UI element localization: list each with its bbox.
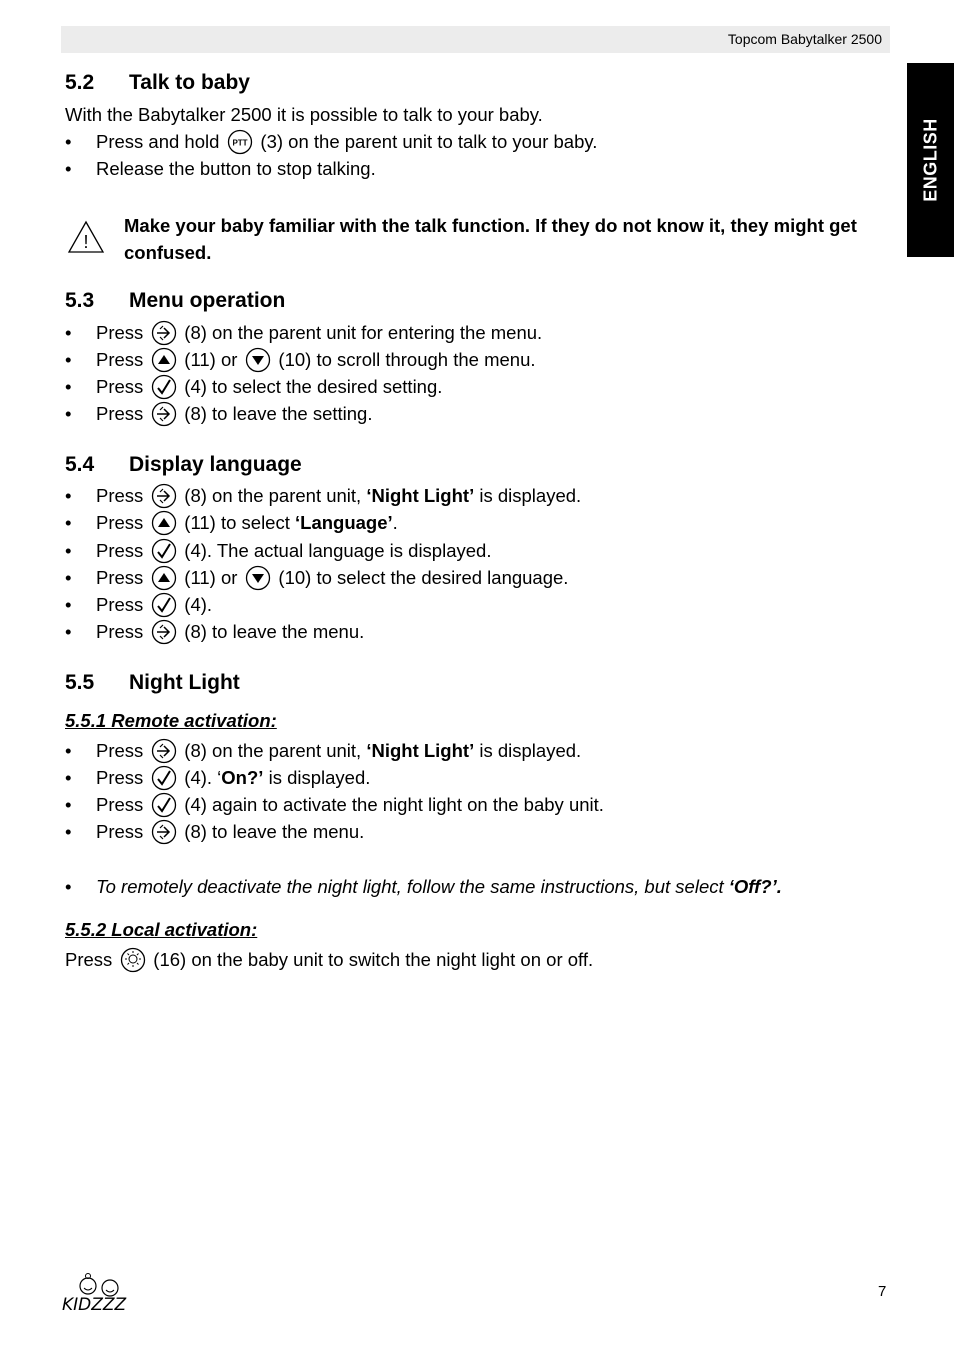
- section-title: Night Light: [129, 671, 240, 694]
- section-number: 5.4: [65, 453, 95, 476]
- item-text: Press: [96, 512, 144, 533]
- bullet: •: [65, 485, 72, 506]
- ok-button-icon: [151, 592, 177, 618]
- svg-text:PTT: PTT: [232, 138, 248, 148]
- item-text: Press: [96, 349, 144, 370]
- bullet: •: [65, 794, 72, 815]
- item-text: Press: [96, 821, 144, 842]
- list-item: [96, 510, 398, 536]
- item-text: is displayed.: [268, 767, 371, 788]
- section-number: 5.2: [65, 71, 95, 94]
- ok-button-icon: [151, 374, 177, 400]
- bullet: •: [65, 540, 72, 561]
- document-title: Topcom Babytalker 2500: [727, 31, 882, 47]
- item-text: Press: [96, 485, 144, 506]
- bullet: •: [65, 376, 72, 397]
- item-emphasis: ‘Night Light’: [366, 740, 475, 761]
- item-text: Press: [96, 621, 144, 642]
- ptt-button-icon: [227, 129, 253, 155]
- intro-text: With the Babytalker 2500 it is possible to talk to your baby.: [65, 104, 543, 125]
- item-text: (11) to select: [184, 512, 290, 533]
- item-text: Press and hold: [96, 131, 220, 152]
- menu-button-icon: [151, 819, 177, 845]
- item-text: Press: [65, 949, 113, 970]
- list-item: [96, 483, 581, 509]
- list-item: [96, 819, 364, 845]
- menu-button-icon: [151, 738, 177, 764]
- bullet: •: [65, 594, 72, 615]
- item-text: (8) to leave the menu.: [184, 621, 365, 642]
- night-light-button-icon: [120, 947, 146, 973]
- item-text: Press: [96, 567, 144, 588]
- item-text: (16) on the baby unit to switch the night light on or off.: [153, 949, 594, 970]
- bullet: •: [65, 349, 72, 370]
- item-emphasis: ‘Night Light’: [366, 485, 475, 506]
- menu-button-icon: [151, 619, 177, 645]
- svg-text:KIDZZZ: KIDZZZ: [62, 1295, 127, 1314]
- item-text: Press: [96, 767, 144, 788]
- bullet: •: [65, 131, 72, 152]
- subsection-heading: 5.5.1 Remote activation:: [65, 710, 277, 731]
- item-text: (4) to select the desired setting.: [184, 376, 443, 397]
- item-text: (4). The actual language is displayed.: [184, 540, 492, 561]
- menu-button-icon: [151, 401, 177, 427]
- down-arrow-button-icon: [245, 565, 271, 591]
- item-text: Press: [96, 540, 144, 561]
- ok-button-icon: [151, 792, 177, 818]
- language-tab: [907, 63, 954, 257]
- list-item: [96, 347, 536, 373]
- bullet: •: [65, 322, 72, 343]
- list-item: [96, 765, 370, 791]
- item-text: Press: [96, 740, 144, 761]
- item-text: Press: [96, 594, 144, 615]
- list-item: Release the button to stop talking.: [96, 158, 376, 179]
- bullet: •: [65, 821, 72, 842]
- ok-button-icon: [151, 765, 177, 791]
- item-text: (4).: [184, 594, 213, 615]
- up-arrow-button-icon: [151, 347, 177, 373]
- warning-icon: [67, 220, 105, 259]
- list-item: [96, 738, 581, 764]
- item-text: (8) on the parent unit for entering the menu.: [184, 322, 543, 343]
- section-title: Talk to baby: [129, 71, 250, 94]
- item-text: (8) on the parent unit,: [184, 740, 362, 761]
- item-text: (3) on the parent unit to talk to your baby.: [260, 131, 598, 152]
- section-title: Menu operation: [129, 289, 286, 312]
- bullet: •: [65, 740, 72, 761]
- section-title: Display language: [129, 453, 302, 476]
- up-arrow-button-icon: [151, 510, 177, 536]
- bullet: •: [65, 567, 72, 588]
- item-text: is displayed.: [479, 740, 582, 761]
- item-text: (8) on the parent unit,: [184, 485, 362, 506]
- item-text: (4) again to activate the night light on the baby unit.: [184, 794, 604, 815]
- list-item: [96, 592, 212, 618]
- list-item: [96, 565, 568, 591]
- list-item: [96, 401, 373, 427]
- item-text: (4). ‘: [184, 767, 222, 788]
- kidzzz-logo: [60, 1272, 132, 1319]
- item-text: .: [392, 512, 398, 533]
- item-emphasis: ‘Language’: [295, 512, 393, 533]
- up-arrow-button-icon: [151, 565, 177, 591]
- item-text: (10) to scroll through the menu.: [278, 349, 536, 370]
- list-item: [96, 320, 542, 346]
- bullet: •: [65, 512, 72, 533]
- item-text: Press: [96, 794, 144, 815]
- header-bar: [61, 26, 890, 53]
- note-emphasis: ‘Off?’.: [728, 876, 782, 897]
- item-text: is displayed.: [479, 485, 582, 506]
- note-text: To remotely deactivate the night light, follow the same instructions, but select: [96, 876, 724, 897]
- subsection-heading: 5.5.2 Local activation:: [65, 919, 258, 940]
- list-item: [96, 538, 491, 564]
- page-number: 7: [878, 1283, 887, 1300]
- section-number: 5.3: [65, 289, 95, 312]
- item-text: (11) or: [184, 567, 238, 588]
- down-arrow-button-icon: [245, 347, 271, 373]
- item-text: (8) to leave the menu.: [184, 821, 365, 842]
- ok-button-icon: [151, 538, 177, 564]
- item-text: Press: [96, 403, 144, 424]
- list-item: [96, 374, 442, 400]
- list-item: [96, 792, 604, 818]
- list-item: [96, 619, 364, 645]
- note-item: [96, 876, 782, 898]
- bullet: •: [65, 876, 72, 897]
- bullet: •: [65, 621, 72, 642]
- bullet: •: [65, 158, 72, 179]
- local-activation-text: [65, 947, 593, 973]
- item-text: (11) or: [184, 349, 238, 370]
- item-text: (8) to leave the setting.: [184, 403, 373, 424]
- menu-button-icon: [151, 483, 177, 509]
- item-text: Press: [96, 322, 144, 343]
- language-tab-label: ENGLISH: [920, 118, 940, 202]
- bullet: •: [65, 403, 72, 424]
- menu-button-icon: [151, 320, 177, 346]
- warning-text: Make your baby familiar with the talk function. If they do not know it, they might get confused.: [124, 215, 857, 263]
- item-emphasis: On?’: [221, 767, 264, 788]
- item-text: (10) to select the desired language.: [278, 567, 569, 588]
- item-text: Press: [96, 376, 144, 397]
- list-item: [96, 129, 597, 155]
- section-number: 5.5: [65, 671, 95, 694]
- bullet: •: [65, 767, 72, 788]
- svg-text:!: !: [83, 232, 89, 252]
